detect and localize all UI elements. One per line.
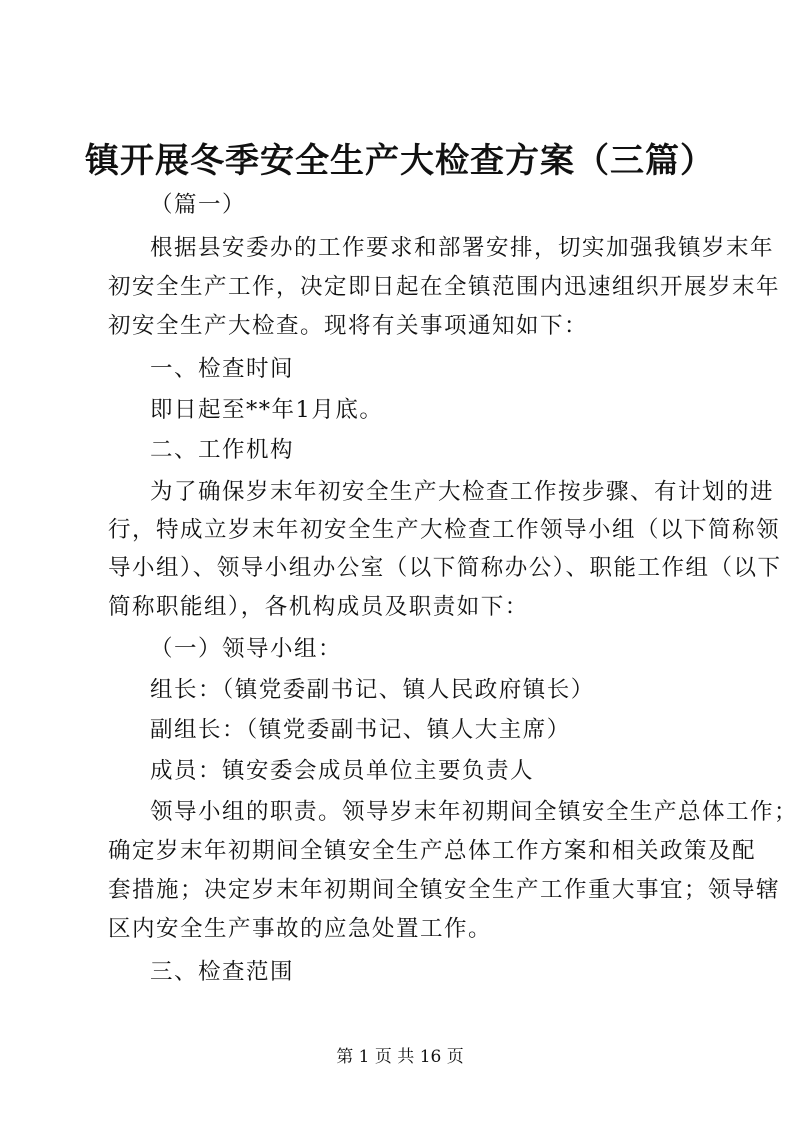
section-heading: 三、检查范围 [150,959,295,985]
paragraph-line: 根据县安委办的工作要求和部署安排，切实加强我镇岁末年 [150,235,775,261]
section-heading: 一、检查时间 [150,356,295,382]
paragraph-line: 成员：镇安委会成员单位主要负责人 [150,758,535,784]
paragraph-line: 导小组）、领导小组办公室（以下简称办公）、职能工作组（以下 [108,555,782,581]
paragraph-line: 即日起至**年1月底。 [150,397,384,423]
paragraph-line: 副组长：（镇党委副书记、镇人大主席） [150,717,571,743]
paragraph-line: 组长：（镇党委副书记、镇人民政府镇长） [150,677,595,703]
paragraph-line: （篇一） [150,192,247,218]
paragraph-line: 简称职能组），各机构成员及职责如下： [108,594,529,620]
paragraph-line: 确定岁末年初期间全镇安全生产总体工作方案和相关政策及配 [108,838,757,864]
paragraph-line: 初安全生产工作，决定即日起在全镇范围内迅速组织开展岁末年 [108,274,781,300]
document-title: 镇开展冬季安全生产大检查方案（三篇） [85,141,715,181]
paragraph-line: 行，特成立岁末年初安全生产大检查工作领导小组（以下简称领 [108,517,781,543]
paragraph-line: 为了确保岁末年初安全生产大检查工作按步骤、有计划的进 [150,479,775,505]
section-heading: 二、工作机构 [150,437,295,463]
subsection-heading: （一）领导小组： [150,636,343,662]
paragraph-line: 初安全生产大检查。现将有关事项通知如下： [108,313,589,339]
paragraph-line: 套措施；决定岁末年初期间全镇安全生产工作重大事宜；领导辖 [108,877,781,903]
paragraph-line: 区内安全生产事故的应急处置工作。 [108,916,493,942]
page-number: 第 1 页 共 16 页 [336,1047,464,1067]
paragraph-line: 领导小组的职责。领导岁末年初期间全镇安全生产总体工作； [150,799,799,825]
